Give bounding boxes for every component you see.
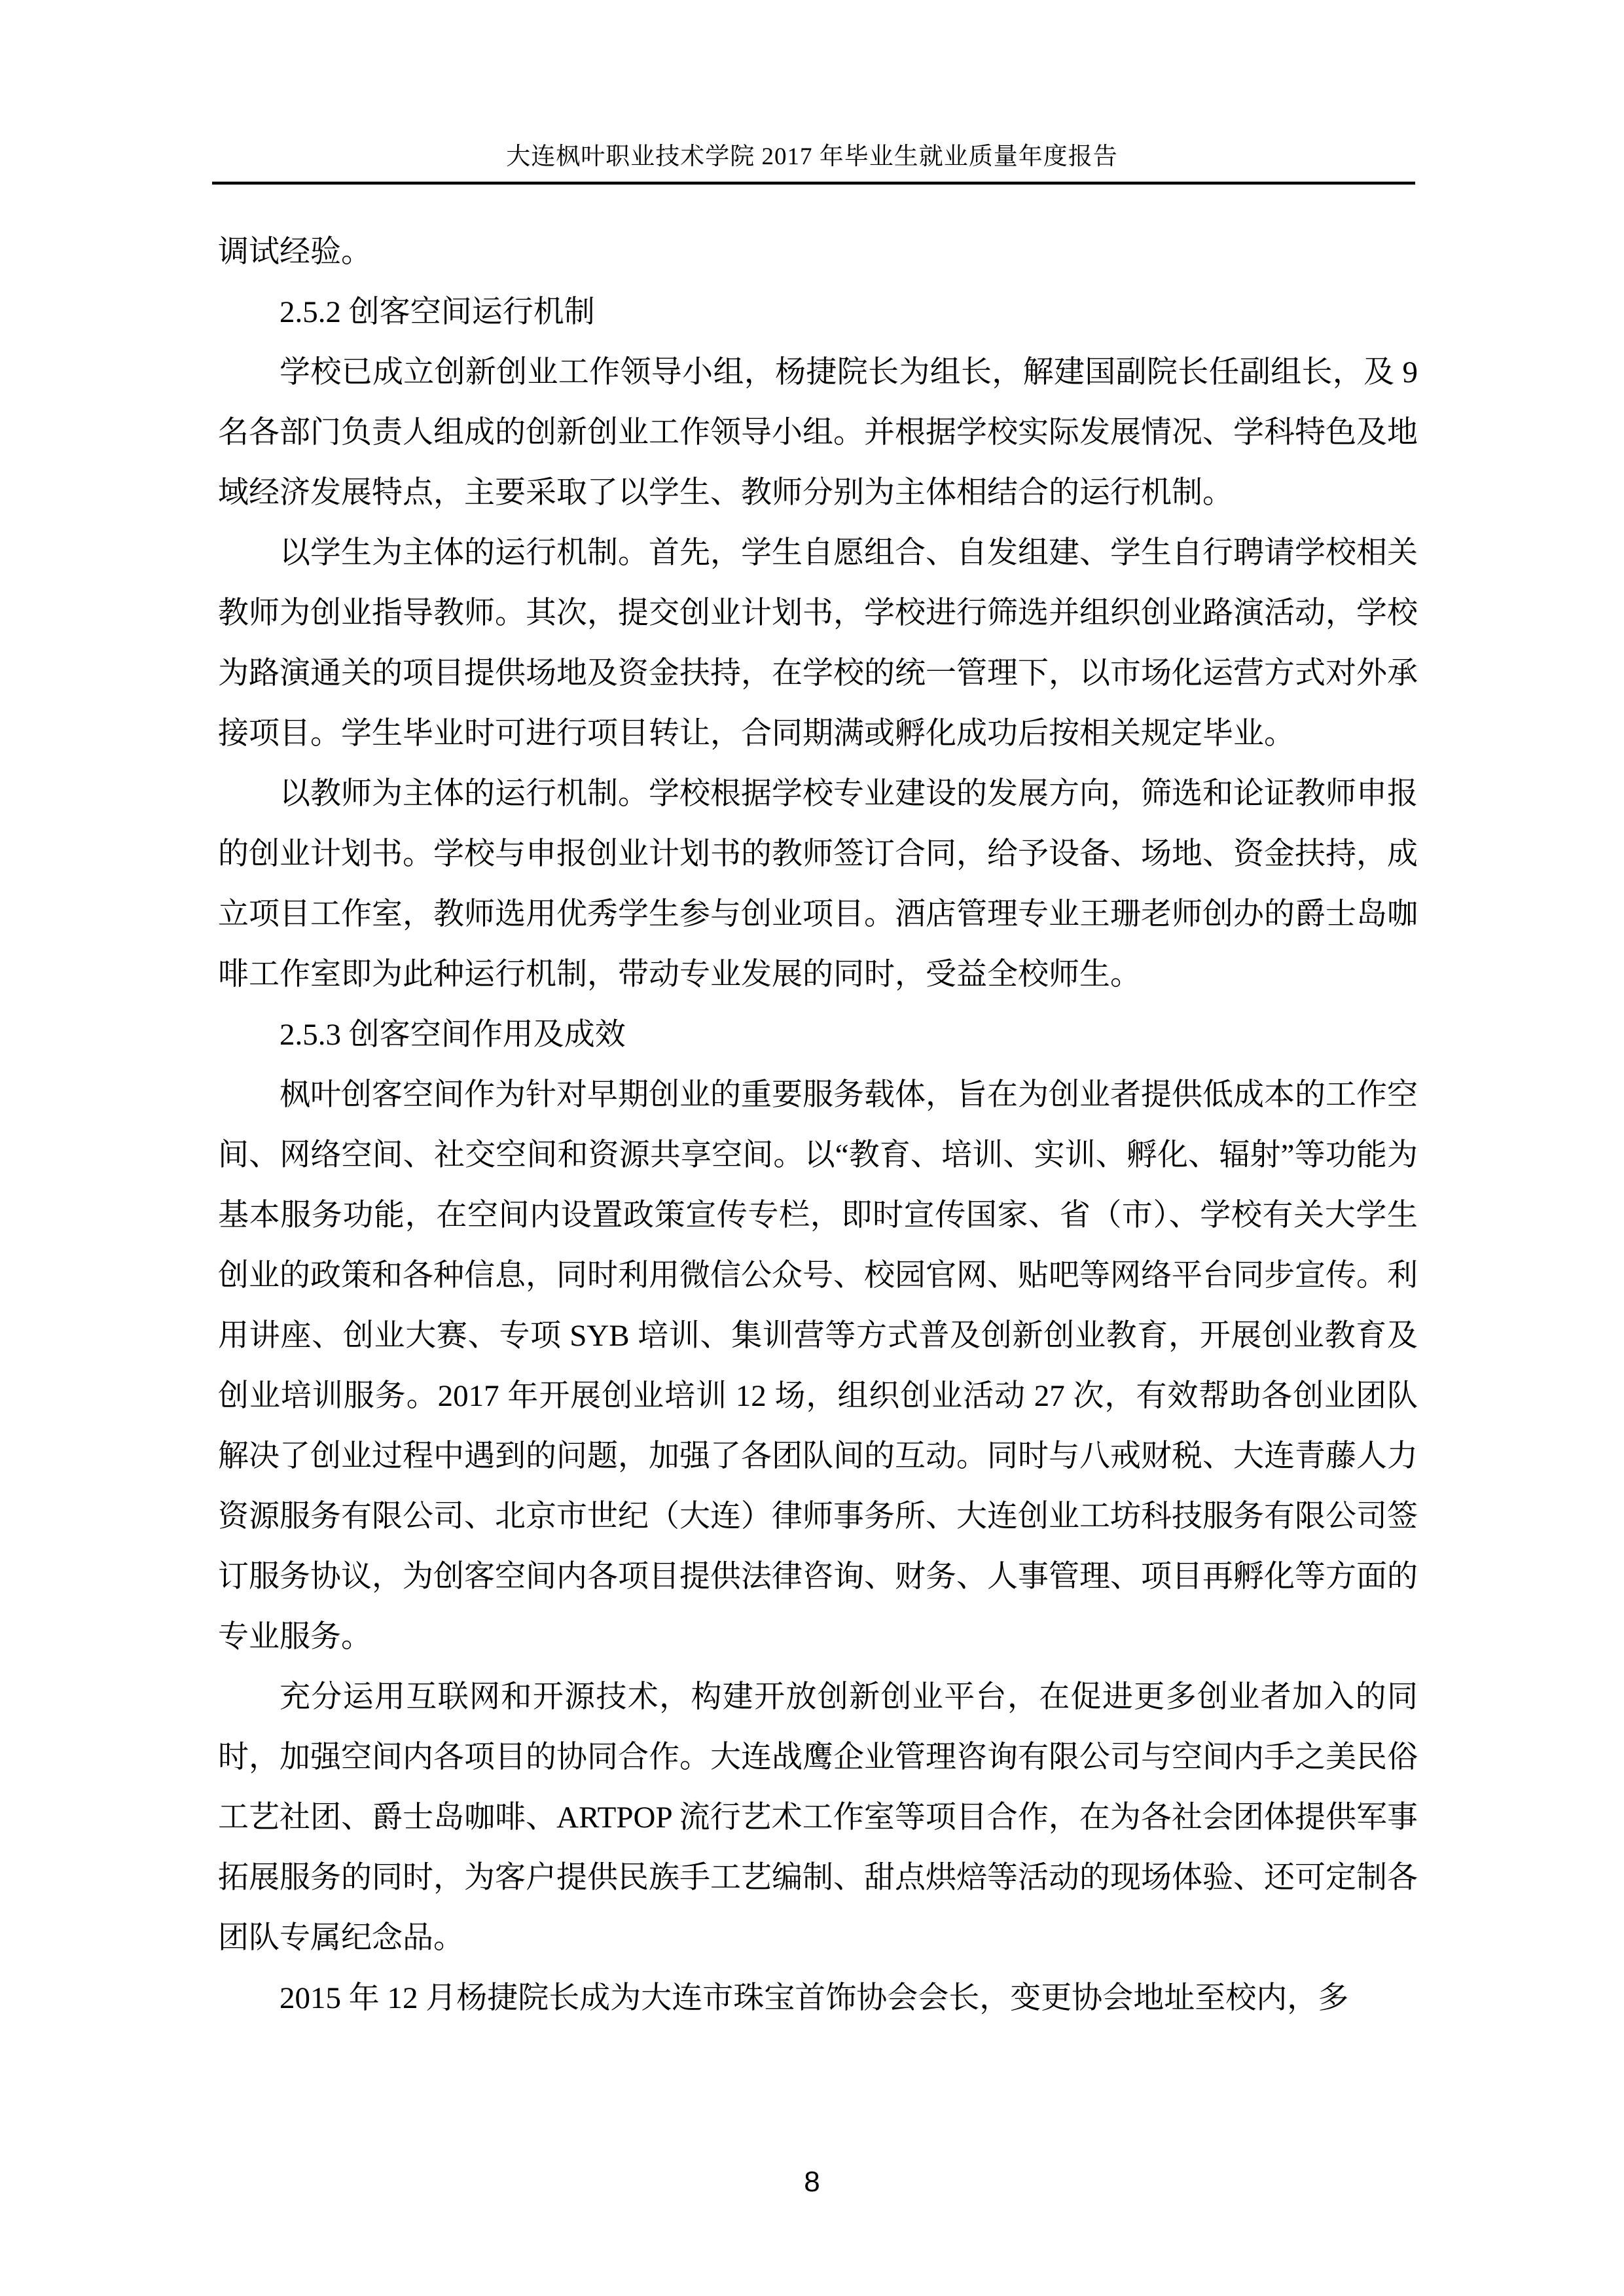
section-heading-2-5-2: 2.5.2 创客空间运行机制 xyxy=(280,295,595,329)
body-text xyxy=(218,222,1418,2028)
body-paragraph: 2015 年 12 月杨捷院长成为大连市珠宝首饰协会会长，变更协会地址至校内，多 xyxy=(280,1981,1349,2015)
body-paragraph: 学校已成立创新创业工作领导小组，杨捷院长为组长，解建国副院长任副组长，及 9 名各部门负责人组成的创新创业工作领导小组。并根据学校实际发展情况、学科特色及地域经济发展特点，主要采取了以学生、教师分别为主体相结合的运行机制。 xyxy=(218,355,1418,510)
running-header-title: 大连枫叶职业技术学院 2017 年毕业生就业质量年度报告 xyxy=(506,143,1118,170)
section-heading-2-5-3: 2.5.3 创客空间作用及成效 xyxy=(280,1018,626,1052)
header-rule xyxy=(212,181,1415,185)
body-paragraph: 充分运用互联网和开源技术，构建开放创新创业平台，在促进更多创业者加入的同时，加强空间内各项目的协同合作。大连战鹰企业管理咨询有限公司与空间内手之美民俗工艺社团、爵士岛咖啡、ARTPOP 流行艺术工作室等项目合作，在为各社会团体提供军事拓展服务的同时，为客户提供民族手工艺编制、甜点烘焙等活动的现场体验、还可定制各团队专属纪念品。 xyxy=(218,1680,1418,1955)
continuation-paragraph: 调试经验。 xyxy=(218,235,372,269)
body-paragraph: 以教师为主体的运行机制。学校根据学校专业建设的发展方向，筛选和论证教师申报的创业计划书。学校与申报创业计划书的教师签订合同，给予设备、场地、资金扶持，成立项目工作室，教师选用优秀学生参与创业项目。酒店管理专业王珊老师创办的爵士岛咖啡工作室即为此种运行机制，带动专业发展的同时，受益全校师生。 xyxy=(218,777,1418,992)
page-number: 8 xyxy=(804,2166,820,2198)
body-paragraph: 以学生为主体的运行机制。首先，学生自愿组合、自发组建、学生自行聘请学校相关教师为创业指导教师。其次，提交创业计划书，学校进行筛选并组织创业路演活动，学校为路演通关的项目提供场地及资金扶持，在学校的统一管理下，以市场化运营方式对外承接项目。学生毕业时可进行项目转让，合同期满或孵化成功后按相关规定毕业。 xyxy=(218,536,1418,751)
body-paragraph: 枫叶创客空间作为针对早期创业的重要服务载体，旨在为创业者提供低成本的工作空间、网络空间、社交空间和资源共享空间。以“教育、培训、实训、孵化、辐射”等功能为基本服务功能，在空间内设置政策宣传专栏，即时宣传国家、省（市）、学校有关大学生创业的政策和各种信息，同时利用微信公众号、校园官网、贴吧等网络平台同步宣传。利用讲座、创业大赛、专项 SYB 培训、集训营等方式普及创新创业教育，开展创业教育及创业培训服务。2017 年开展创业培训 12 场，组织创业活动 27 次，有效帮助各创业团队解决了创业过程中遇到的问题，加强了各团队间的互动。同时与八戒财税、大连青藤人力资源服务有限公司、北京市世纪（大连）律师事务所、大连创业工坊科技服务有限公司签订服务协议，为创客空间内各项目提供法律咨询、财务、人事管理、项目再孵化等方面的专业服务。 xyxy=(218,1078,1418,1654)
